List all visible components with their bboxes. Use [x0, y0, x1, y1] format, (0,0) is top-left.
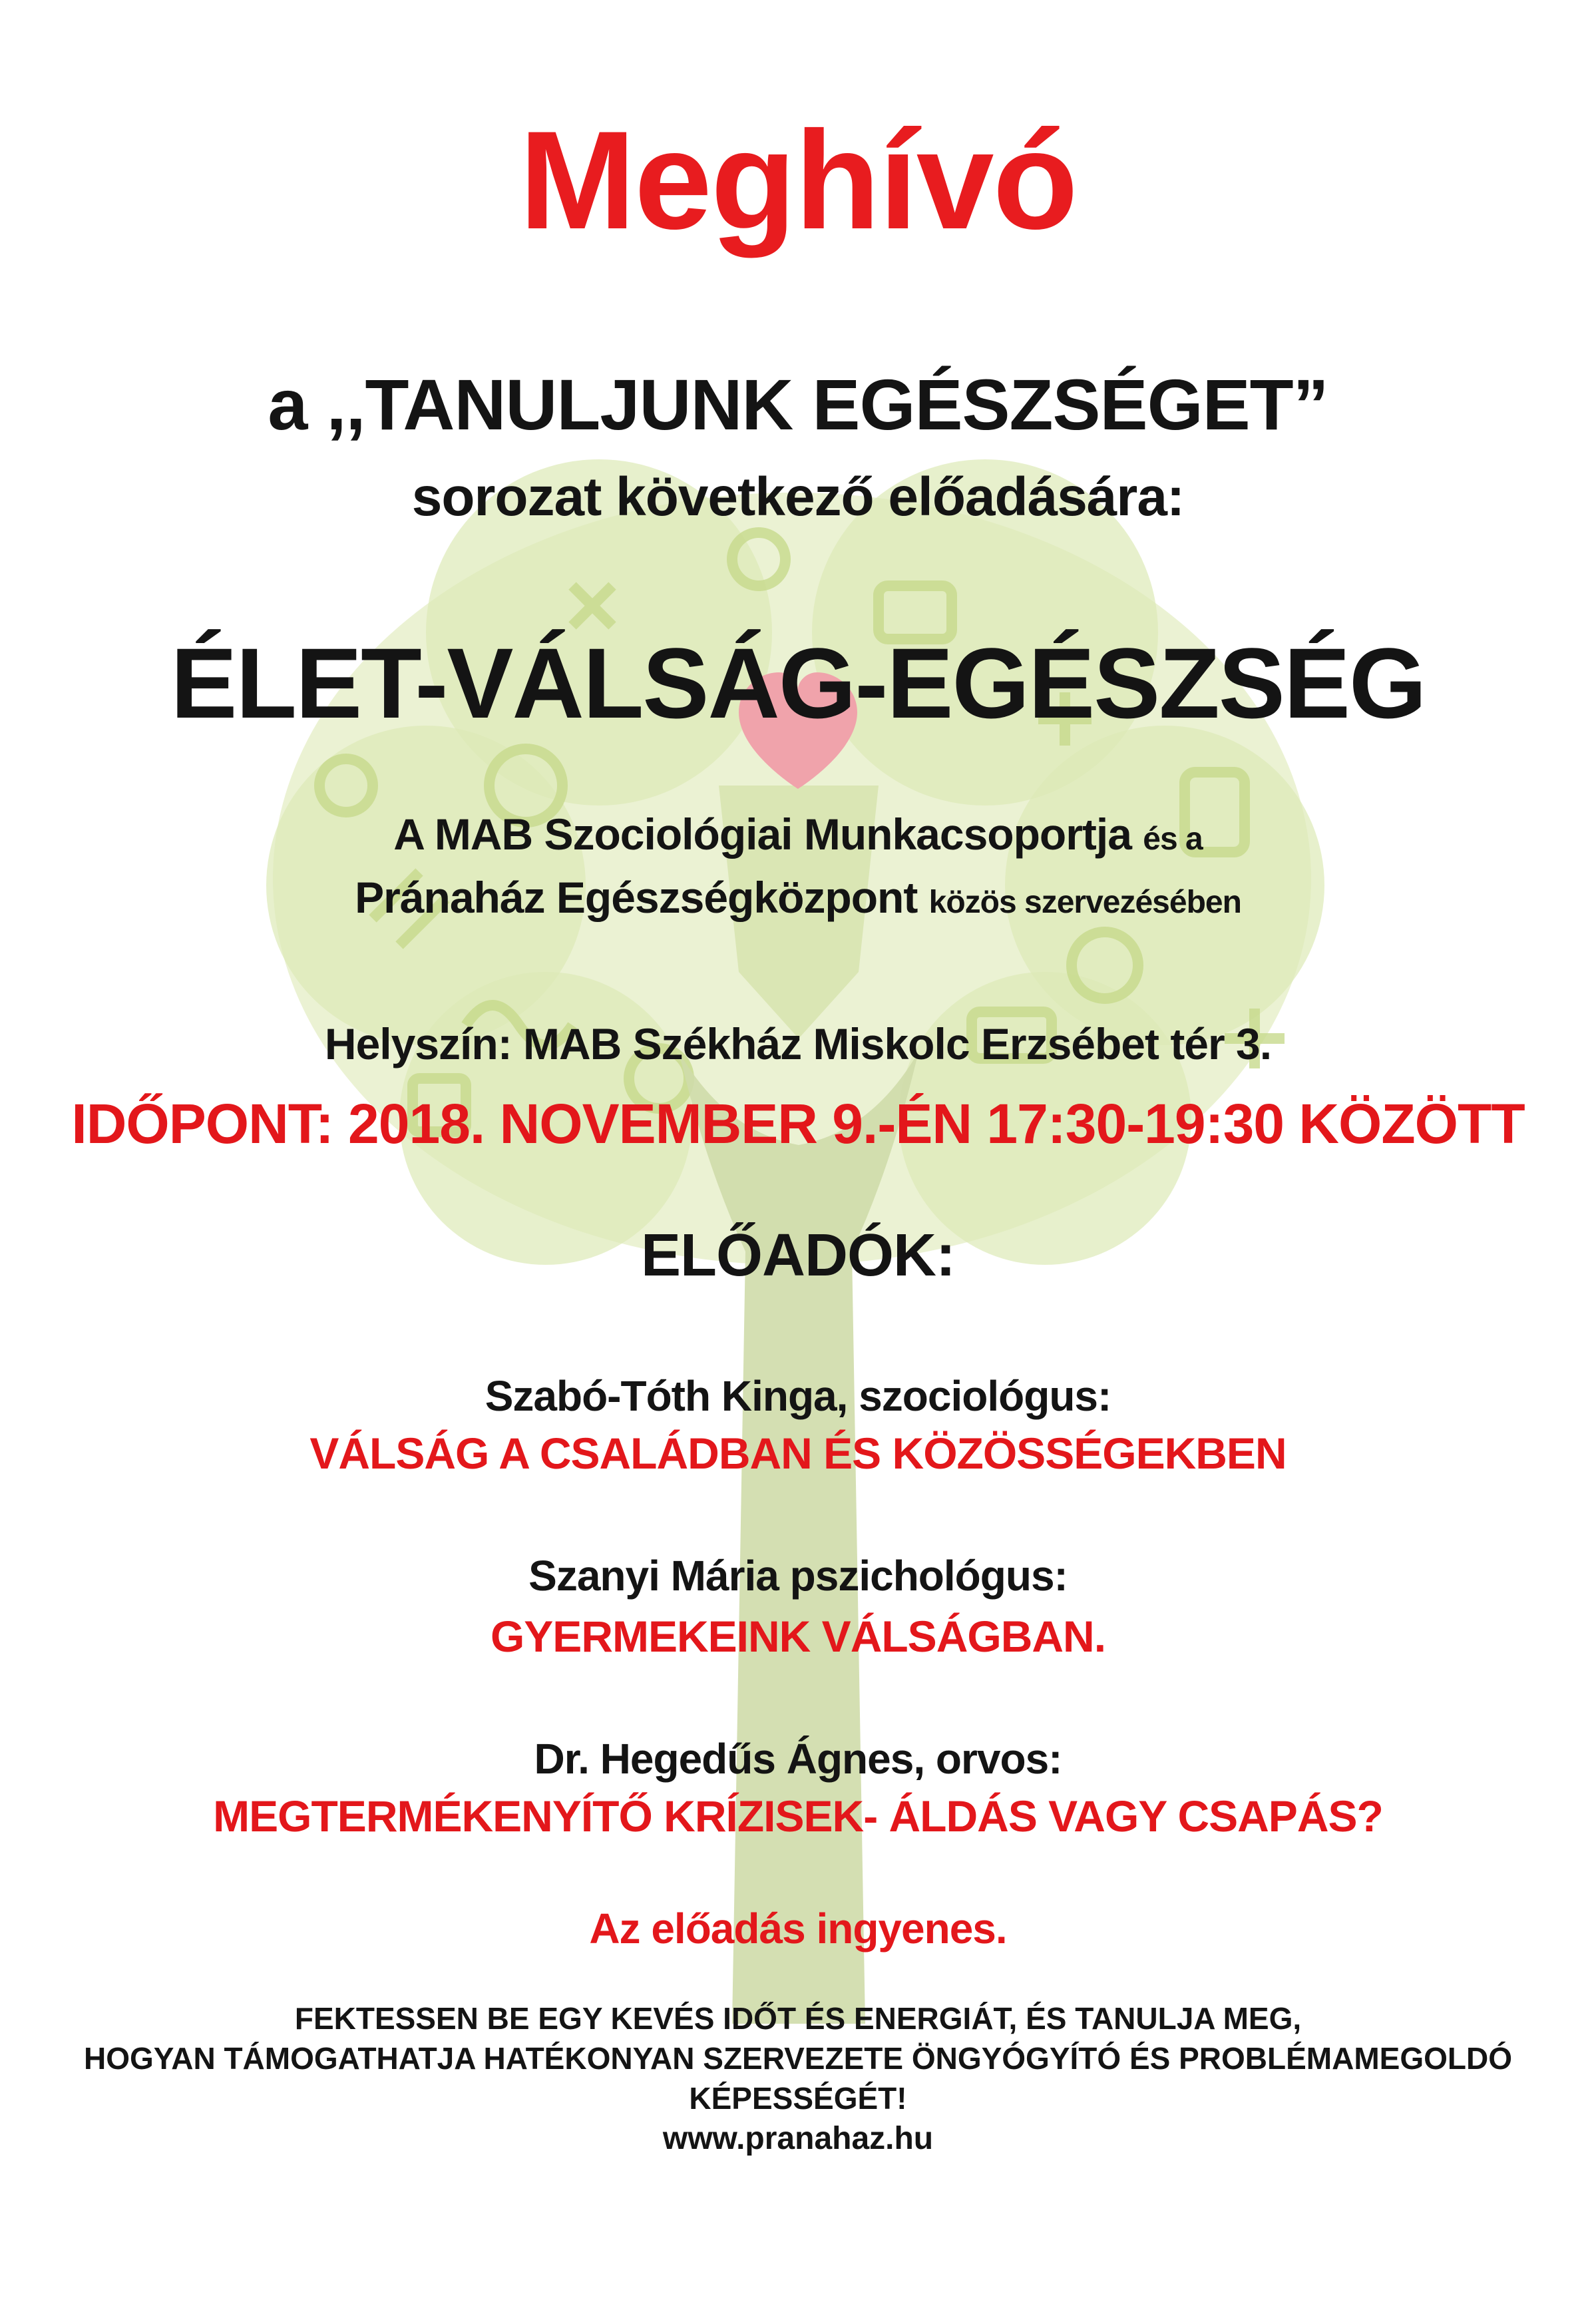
- footer-line-3: KÉPESSÉGÉT!: [689, 2081, 907, 2116]
- event-title: ÉLET-VÁLSÁG-EGÉSZSÉG: [170, 627, 1426, 739]
- speaker-topic: VÁLSÁG A CSALÁDBAN ÉS KÖZÖSSÉGEKBEN: [309, 1429, 1287, 1478]
- free-admission-note: Az előadás ingyenes.: [589, 1905, 1007, 1953]
- speaker-name: Dr. Hegedűs Ágnes, orvos:: [534, 1735, 1062, 1783]
- organizer-connector: és a: [1143, 821, 1203, 857]
- series-subtitle: sorozat következő előadására:: [411, 467, 1185, 527]
- series-name: a ,,TANULJUNK EGÉSZSÉGET”: [268, 364, 1328, 445]
- organizer-suffix: közös szervezésében: [928, 885, 1241, 920]
- speaker-topic: MEGTERMÉKENYÍTŐ KRÍZISEK- ÁLDÁS VAGY CSAPÁS?: [213, 1791, 1383, 1841]
- invitation-title: Meghívó: [519, 102, 1077, 258]
- website-link[interactable]: www.pranahaz.hu: [662, 2121, 934, 2156]
- speaker-name: Szabó-Tóth Kinga, szociológus:: [485, 1372, 1111, 1420]
- organizer-2: Pránaház Egészségközpont: [355, 873, 918, 922]
- organizer-line-2: [0, 872, 1596, 923]
- event-datetime: IDŐPONT: 2018. NOVEMBER 9.-ÉN 17:30-19:30 KÖZÖTT: [71, 1092, 1525, 1155]
- footer-line-1: FEKTESSEN BE EGY KEVÉS IDŐT ÉS ENERGIÁT, ÉS TANULJA MEG,: [294, 2001, 1302, 2036]
- speakers-heading: ELŐADÓK:: [641, 1222, 955, 1289]
- event-location: Helyszín: MAB Székház Miskolc Erzsébet tér 3.: [324, 1019, 1272, 1068]
- footer-line-2: HOGYAN TÁMOGATHATJA HATÉKONYAN SZERVEZETE ÖNGYÓGYÍTÓ ÉS PROBLÉMAMEGOLDÓ: [84, 2041, 1512, 2076]
- speaker-name: Szanyi Mária pszichológus:: [528, 1552, 1068, 1600]
- organizer-1: A MAB Szociológiai Munkacsoportja: [393, 809, 1131, 859]
- organizer-line-1: [0, 809, 1596, 859]
- speaker-topic: GYERMEKEINK VÁLSÁGBAN.: [490, 1612, 1106, 1661]
